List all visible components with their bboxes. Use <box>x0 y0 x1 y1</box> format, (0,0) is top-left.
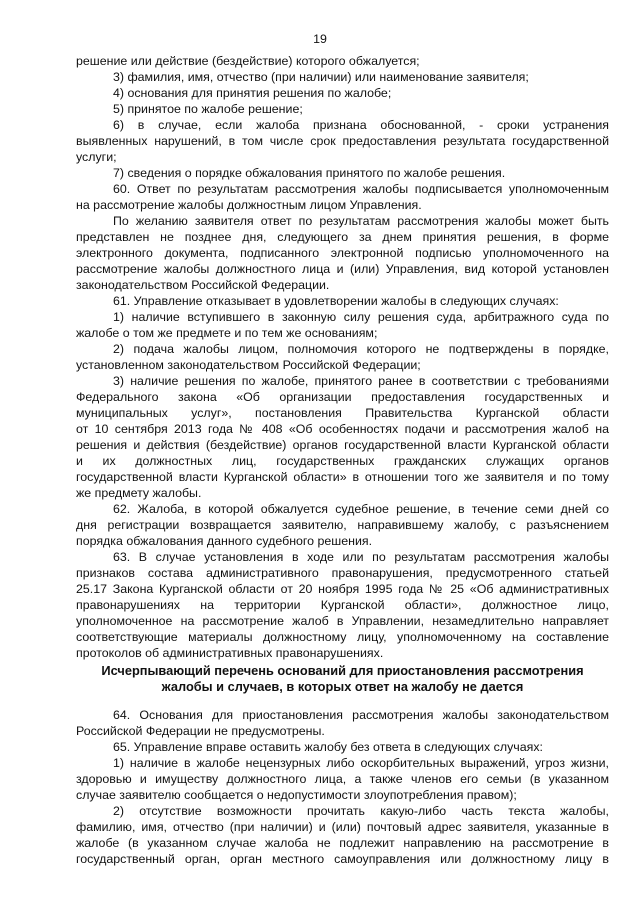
text-line: государственной власти Курганской области» в отношении того же заявителя и по тому <box>76 470 609 484</box>
text-line: государственный орган, орган местного самоуправления или должностному лицу в <box>76 852 609 866</box>
text-line: услуги; <box>76 150 117 164</box>
text-line: 7) сведения о порядке обжалования принятого по жалобе решения. <box>113 166 506 180</box>
text-line: 1) наличие вступившего в законную силу решения суда, арбитражного суда по <box>113 310 609 324</box>
text-line: 4) основания для принятия решения по жалобе; <box>113 86 392 100</box>
text-line: 25.17 Закона Курганской области от 20 ноября 1995 года № 25 «Об административных <box>76 582 609 596</box>
text-line: порядка обжалования данного судебного решения. <box>76 534 373 548</box>
text-line: 62. Жалоба, в которой обжалуется судебное решение, в течение семи дней со <box>113 502 609 516</box>
text-line: уполномоченное на рассмотрение жалоб в Управлении, незамедлительно направляет <box>76 614 609 628</box>
text-line: Российской Федерации не предусмотрены. <box>76 724 325 738</box>
text-line: дня регистрации возвращается заявителю, направившему жалобу, с разъяснением <box>76 518 609 532</box>
text-line: жалобе (в указанном случае жалоба не подлежит направлению на рассмотрение в <box>76 836 609 850</box>
section-heading-line: жалобы и случаев, в которых ответ на жалобу не дается <box>161 679 524 694</box>
text-line: выявленных нарушений, в том числе срок предоставления результата государственной <box>76 134 609 148</box>
text-line: 65. Управление вправе оставить жалобу без ответа в следующих случаях: <box>113 740 543 754</box>
text-line: 6) в случае, если жалоба признана обоснованной, - сроки устранения <box>113 118 609 132</box>
text-line: случае заявителю сообщается о недопустимости злоупотребления правом); <box>76 788 517 802</box>
text-line: решения и действия (бездействие) органов государственной власти Курганской области <box>76 438 609 452</box>
text-line: электронного документа, подписанного электронной подписью уполномоченного на <box>76 246 609 260</box>
page-number: 19 <box>313 32 327 46</box>
text-line: установленном законодательством Российской Федерации; <box>76 358 421 372</box>
text-line: 3) фамилия, имя, отчество (при наличии) или наименование заявителя; <box>113 70 529 84</box>
text-line: По желанию заявителя ответ по результатам рассмотрения жалобы может быть <box>113 214 609 228</box>
text-line: представлен не позднее дня, следующего за днем принятия решения, в форме <box>76 230 609 244</box>
text-line: 61. Управление отказывает в удовлетворении жалобы в следующих случаях: <box>113 294 559 308</box>
text-line: 2) отсутствие возможности прочитать какую-либо часть текста жалобы, <box>113 804 609 818</box>
text-line: же предмету жалобы. <box>76 486 202 500</box>
text-line: фамилию, имя, отчество (при наличии) и (или) почтовый адрес заявителя, указанные в <box>76 820 609 834</box>
text-line: правонарушениях на территории Курганской области», должностное лицо, <box>76 598 609 612</box>
text-line: 60. Ответ по результатам рассмотрения жалобы подписывается уполномоченным <box>113 182 609 196</box>
text-line: признаков состава административного правонарушения, предусмотренного статьей <box>76 566 609 580</box>
text-line: 1) наличие в жалобе нецензурных либо оскорбительных выражений, угроз жизни, <box>113 756 609 770</box>
text-line: 5) принятое по жалобе решение; <box>113 102 303 116</box>
text-line: жалобе о том же предмете и по тем же основаниям; <box>76 326 378 340</box>
text-line: 64. Основания для приостановления рассмотрения жалобы законодательством <box>113 708 609 722</box>
text-line: муниципальных услуг», постановления Правительства Курганской области <box>76 406 609 420</box>
text-line: 2) подача жалобы лицом, полномочия которого не подтверждены в порядке, <box>113 342 609 356</box>
section-heading-line: Исчерпывающий перечень оснований для приостановления рассмотрения <box>101 663 584 678</box>
text-line: здоровью и имуществу должностного лица, а также членов его семьи (в указанном <box>76 772 609 786</box>
text-line: решение или действие (бездействие) которого обжалуется; <box>76 54 420 68</box>
text-line: на рассмотрение жалобы должностным лицом Управления. <box>76 198 422 212</box>
text-line: протоколов об административных правонарушениях. <box>76 646 384 660</box>
text-line: 3) наличие решения по жалобе, принятого ранее в соответствии с требованиями <box>113 374 609 388</box>
text-line: Федерального закона «Об организации предоставления государственных и <box>76 390 609 404</box>
text-line: 63. В случае установления в ходе или по результатам рассмотрения жалобы <box>113 550 609 564</box>
text-line: законодательством Российской Федерации. <box>76 278 330 292</box>
text-line: рассмотрение жалобы должностного лица и (или) Управления, вид которой установлен <box>76 262 609 276</box>
text-line: и их должностных лиц, государственных гражданских служащих органов <box>76 454 609 468</box>
text-line: от 10 сентября 2013 года № 408 «Об особенностях подачи и рассмотрения жалоб на <box>76 422 609 436</box>
text-line: соответствующие материалы должностному лицу, уполномоченному на составление <box>76 630 609 644</box>
